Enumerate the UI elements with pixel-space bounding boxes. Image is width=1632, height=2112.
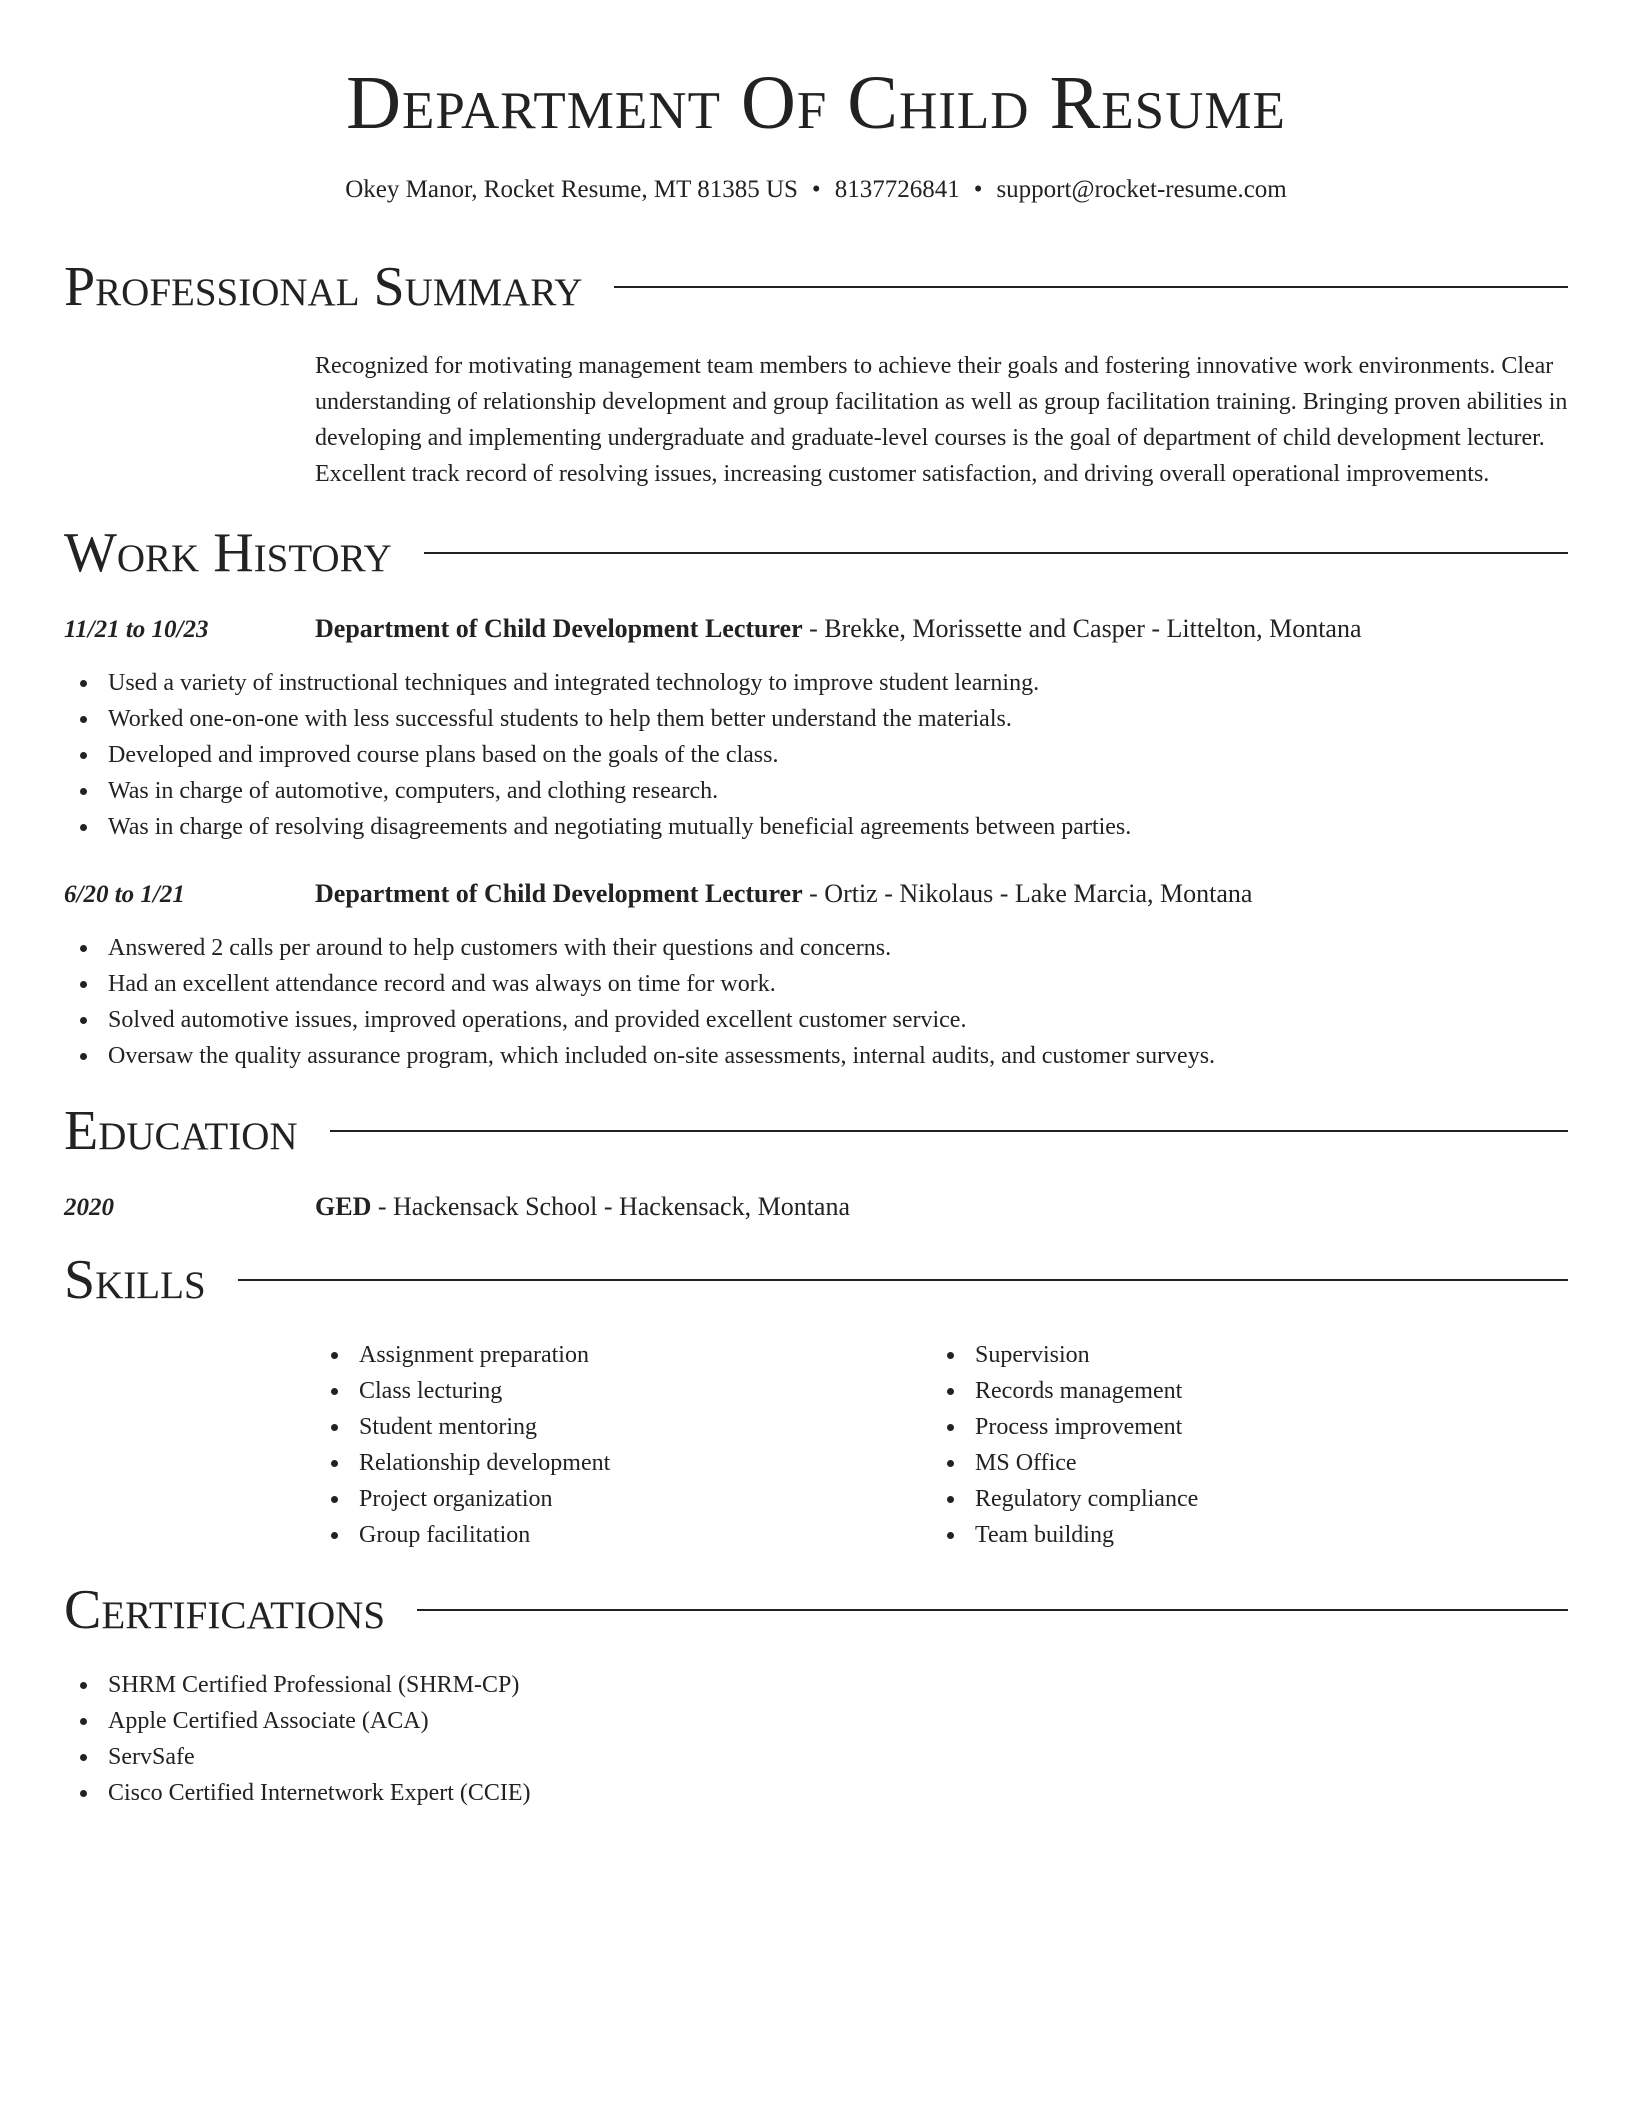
skill-item: Records management	[931, 1373, 1547, 1409]
job-header	[64, 877, 1568, 912]
section-title-summary: Professional Summary	[64, 256, 583, 318]
section-title-work: Work History	[64, 522, 392, 584]
contact-address: Okey Manor, Rocket Resume, MT 81385 US	[345, 176, 798, 203]
skill-item: Project organization	[315, 1481, 931, 1517]
certification-item: Cisco Certified Internetwork Expert (CCIE)	[64, 1775, 1568, 1811]
education-line	[315, 1190, 1568, 1224]
list-item: Worked one-on-one with less successful students to help them better understand the materials.	[64, 701, 1568, 737]
section-title-education: Education	[64, 1100, 298, 1162]
list-item: Was in charge of automotive, computers, and clothing research.	[64, 773, 1568, 809]
certifications-section	[64, 1575, 1568, 1811]
list-item: Oversaw the quality assurance program, which included on-site assessments, internal audits, and customer surveys.	[64, 1038, 1568, 1074]
job-title-line	[315, 612, 1568, 646]
section-divider	[417, 1609, 1568, 1611]
skill-item: Assignment preparation	[315, 1337, 931, 1373]
skills-grid	[315, 1337, 1568, 1553]
list-item: Had an excellent attendance record and was always on time for work.	[64, 966, 1568, 1002]
section-header	[64, 252, 1568, 322]
section-title-skills: Skills	[64, 1249, 206, 1311]
resume-name: Department Of Child Resume	[346, 61, 1286, 145]
section-divider	[424, 552, 1568, 554]
skills-column-left	[315, 1337, 931, 1553]
job-dates: 6/20 to 1/21	[64, 881, 185, 908]
section-header	[64, 1245, 1568, 1315]
job-header	[64, 612, 1568, 647]
skills-section	[64, 1245, 1568, 1553]
skill-item: Team building	[931, 1517, 1547, 1553]
certification-item: SHRM Certified Professional (SHRM-CP)	[64, 1667, 1568, 1703]
skill-item: Group facilitation	[315, 1517, 931, 1553]
job-role: Department of Child Development Lecturer	[315, 879, 803, 908]
skill-item: MS Office	[931, 1445, 1547, 1481]
section-divider	[614, 286, 1568, 288]
skill-item: Student mentoring	[315, 1409, 931, 1445]
education-section	[64, 1096, 1568, 1225]
certification-item: ServSafe	[64, 1739, 1568, 1775]
skill-item: Supervision	[931, 1337, 1547, 1373]
certification-item: Apple Certified Associate (ACA)	[64, 1703, 1568, 1739]
contact-line	[64, 174, 1568, 206]
list-item: Solved automotive issues, improved operations, and provided excellent customer service.	[64, 1002, 1568, 1038]
summary-section	[64, 252, 1568, 492]
job-details: - Ortiz - Nikolaus - Lake Marcia, Montana	[802, 879, 1253, 908]
section-header	[64, 518, 1568, 588]
section-header	[64, 1096, 1568, 1166]
education-degree: GED	[315, 1192, 372, 1221]
education-entry	[64, 1190, 1568, 1225]
certifications-list	[64, 1667, 1568, 1811]
contact-email: support@rocket-resume.com	[996, 176, 1287, 203]
contact-phone: 8137726841	[834, 176, 960, 203]
skill-item: Process improvement	[931, 1409, 1547, 1445]
contact-separator: •	[973, 176, 983, 203]
job-entry	[64, 877, 1568, 1074]
contact-separator: •	[811, 176, 821, 203]
job-details: - Brekke, Morissette and Casper - Littelton, Montana	[802, 614, 1362, 643]
section-header	[64, 1575, 1568, 1645]
job-role: Department of Child Development Lecturer	[315, 614, 803, 643]
section-divider	[330, 1130, 1568, 1132]
skill-item: Class lecturing	[315, 1373, 931, 1409]
job-entry	[64, 612, 1568, 845]
list-item: Was in charge of resolving disagreements and negotiating mutually beneficial agreements between parties.	[64, 809, 1568, 845]
job-title-line	[315, 877, 1568, 911]
list-item: Answered 2 calls per around to help customers with their questions and concerns.	[64, 930, 1568, 966]
skill-item: Relationship development	[315, 1445, 931, 1481]
skill-item: Regulatory compliance	[931, 1481, 1547, 1517]
skills-column-right	[931, 1337, 1547, 1553]
list-item: Used a variety of instructional techniques and integrated technology to improve student learning.	[64, 665, 1568, 701]
section-title-certifications: Certifications	[64, 1579, 386, 1641]
work-history-section	[64, 518, 1568, 1074]
summary-text: Recognized for motivating management team members to achieve their goals and fostering innovative work environments. Clear understanding of relationship development and group facilitation as well as group facilitation training. Bringing proven abilities in developing and implementing undergraduate and graduate-level courses is the goal of department of child development lecturer. Excellent track record of resolving issues, increasing customer satisfaction, and driving overall operational improvements.	[315, 353, 1568, 487]
section-divider	[238, 1279, 1568, 1281]
job-bullets	[64, 665, 1568, 845]
education-details: - Hackensack School - Hackensack, Montana	[371, 1192, 850, 1221]
job-bullets	[64, 930, 1568, 1074]
list-item: Developed and improved course plans based on the goals of the class.	[64, 737, 1568, 773]
education-year: 2020	[64, 1194, 114, 1221]
job-dates: 11/21 to 10/23	[64, 616, 209, 643]
